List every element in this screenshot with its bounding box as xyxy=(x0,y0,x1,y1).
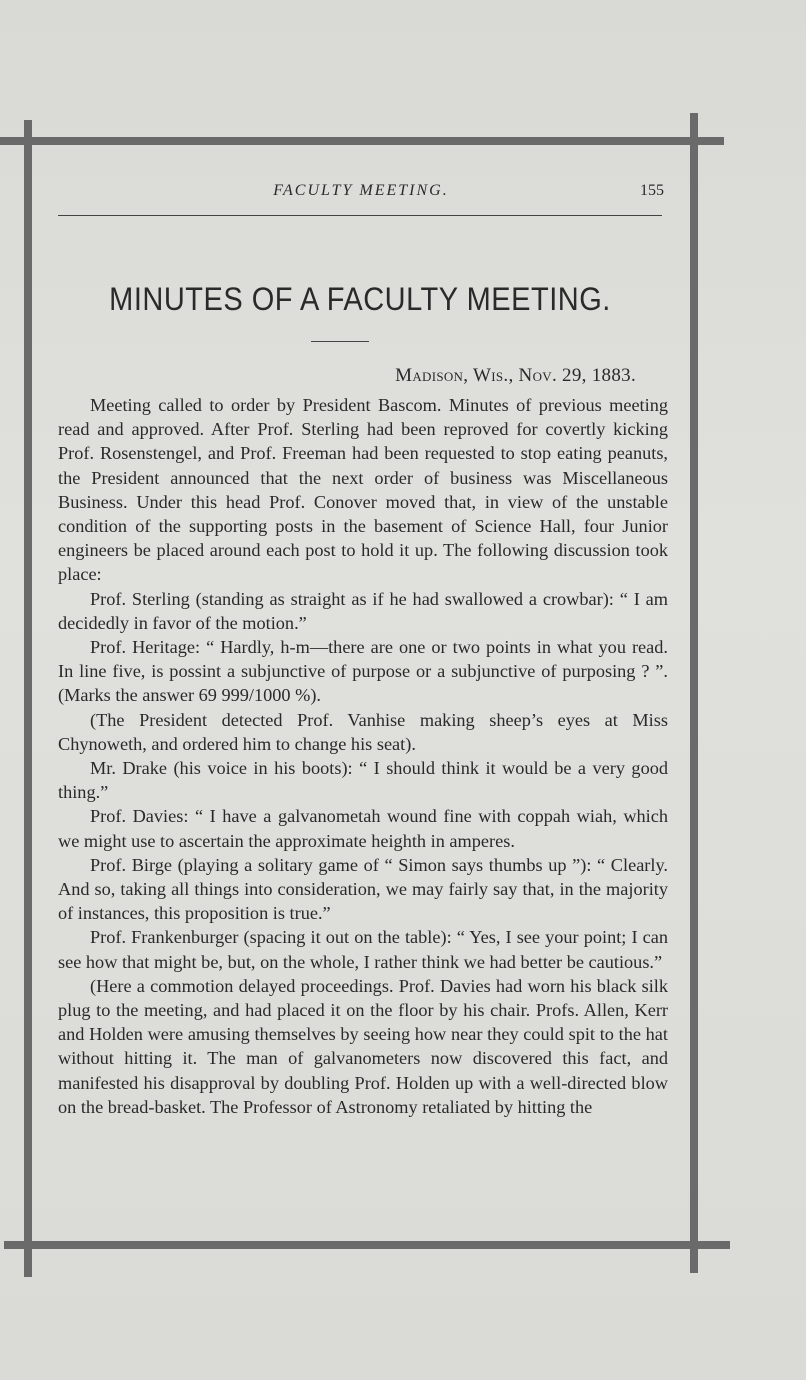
frame-rule-right xyxy=(690,113,698,1273)
frame-rule-left xyxy=(24,120,32,1277)
paragraph: Prof. Sterling (standing as straight as if he had swallowed a crowbar): “ I am decidedly in favor of the motion.” xyxy=(58,588,668,633)
frame-rule-bottom xyxy=(4,1241,730,1249)
paragraph: Prof. Birge (playing a solitary game of “ Simon says thumbs up ”): “ Clearly. And so, taking all things into consideration, we may fairly say that, in the majority of instances, this proposition is true.” xyxy=(58,854,668,924)
paragraph: (The President detected Prof. Vanhise making sheep’s eyes at Miss Chynoweth, and ordered him to change his seat). xyxy=(58,709,668,754)
paragraph: Prof. Frankenburger (spacing it out on the table): “ Yes, I see your point; I can see how that might be, but, on the whole, I rather think we had better be cautious.” xyxy=(58,927,668,972)
dateline: Madison, Wis., Nov. 29, 1883. xyxy=(395,365,636,386)
header-rule xyxy=(58,215,662,216)
paragraph: Prof. Heritage: “ Hardly, h-m—there are one or two points in what you read. In line five, is possint a subjunctive of purpose or a subjunctive of purposing ? ”. (Marks the answer 69 999/1000 %). xyxy=(58,637,668,706)
article-body xyxy=(58,393,668,1119)
paragraph: Meeting called to order by President Bascom. Minutes of previous meeting read and approved. After Prof. Sterling had been reproved for covertly kicking Prof. Rosenstengel, and Prof. Freeman had been requested to stop eating peanuts, the President announced that the next order of business was Miscellaneous Business. Under this head Prof. Conover moved that, in view of the unstable condition of the supporting posts in the basement of Science Hall, four Junior engineers be placed around each post to hold it up. The following discussion took place: xyxy=(58,395,668,585)
paragraph: Mr. Drake (his voice in his boots): “ I should think it would be a very good thing.” xyxy=(58,758,668,803)
paragraph: (Here a commotion delayed proceedings. Prof. Davies had worn his black silk plug to the meeting, and had placed it on the floor by his chair. Profs. Allen, Kerr and Holden were amusing themselves by seeing how near they could spit to the hat without hitting it. The man of galvanometers now discovered this fact, and manifested his disapproval by doubling Prof. Holden up with a well-directed blow on the bread-basket. The Professor of Astronomy retaliated by hitting the xyxy=(58,975,668,1117)
page-number: 155 xyxy=(640,182,664,199)
article-title: MINUTES OF A FACULTY MEETING. xyxy=(109,282,611,318)
paragraph: Prof. Davies: “ I have a galvanometah wound fine with coppah wiah, which we might use to ascertain the approximate heighth in amperes. xyxy=(58,806,668,851)
frame-rule-top xyxy=(0,137,724,145)
page-header xyxy=(58,180,664,204)
running-head: FACULTY MEETING. xyxy=(273,182,449,199)
title-rule xyxy=(311,341,369,342)
